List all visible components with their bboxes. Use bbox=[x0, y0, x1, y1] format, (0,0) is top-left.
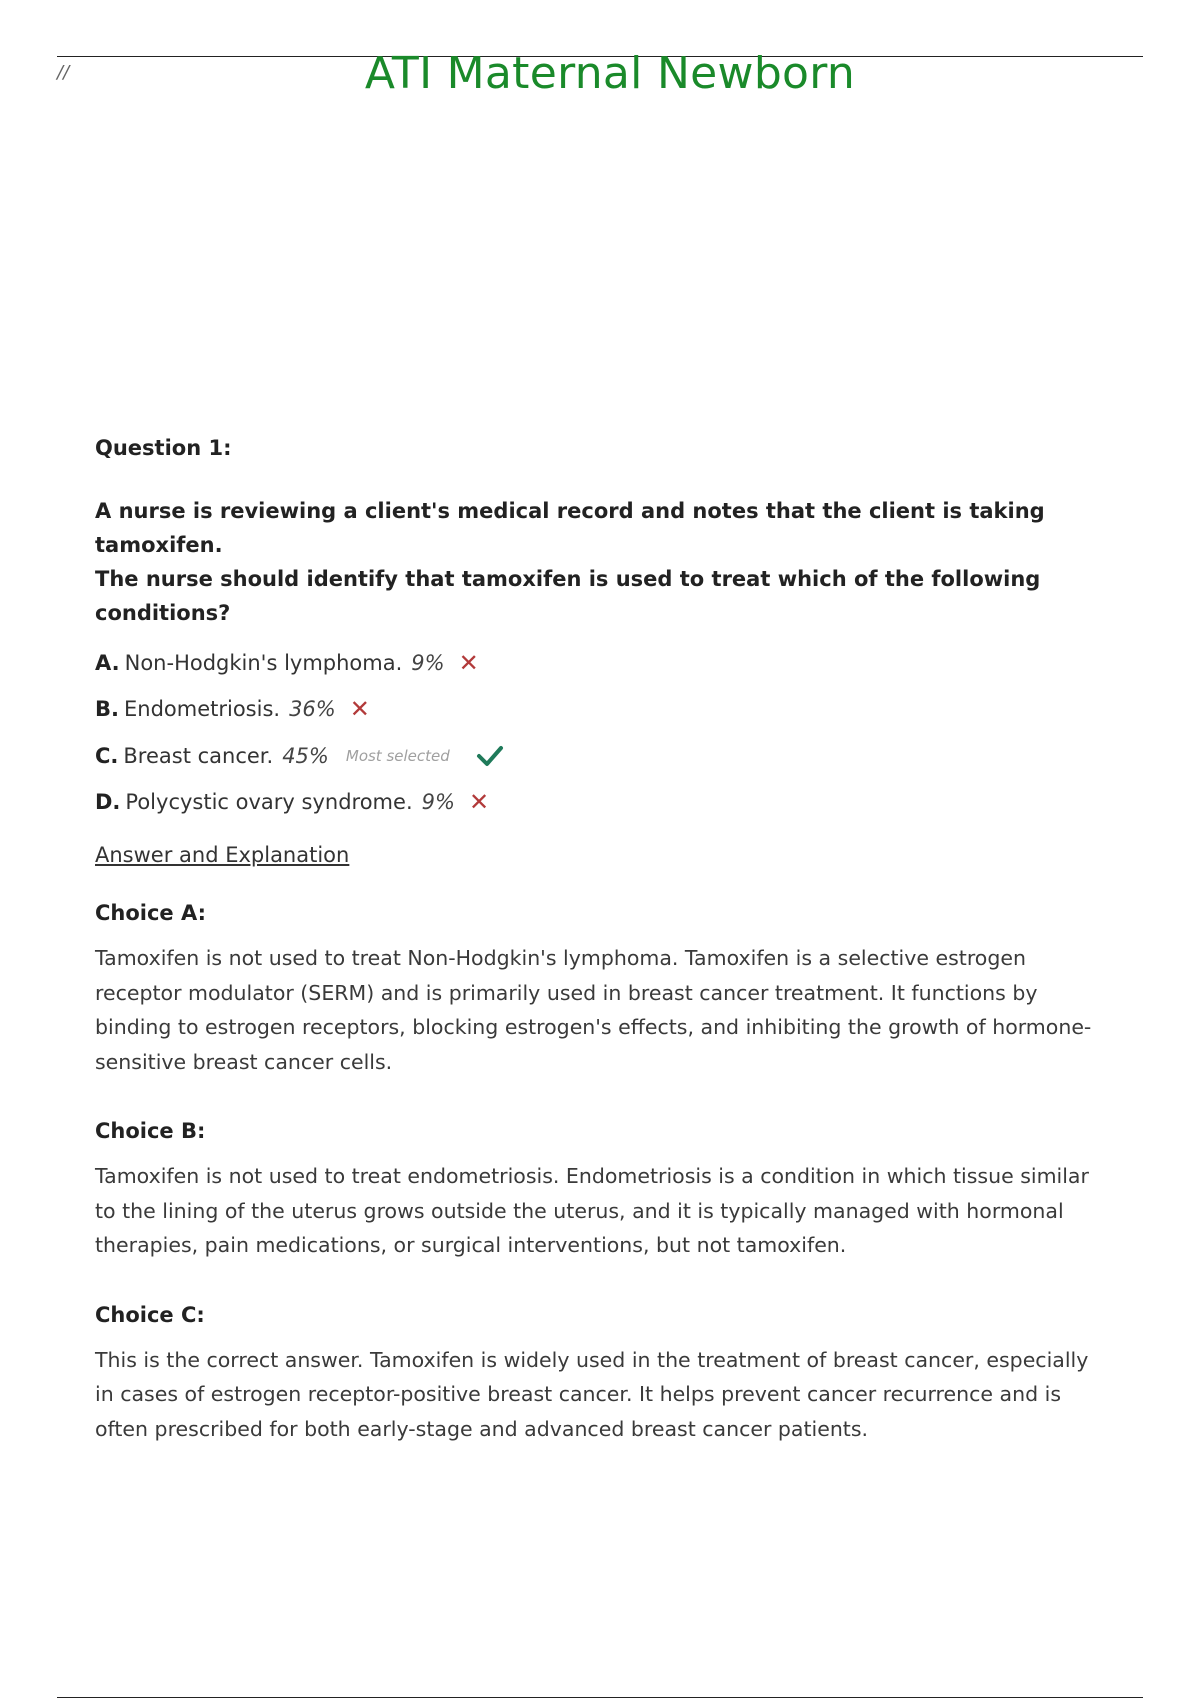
question-label: Question 1: bbox=[95, 436, 232, 460]
choice-body: This is the correct answer. Tamoxifen is widely used in the treatment of breast cancer, especially in cases of estrogen receptor-positive breast cancer. It helps prevent cancer recurrence and is often prescribed for both early-stage and advanced breast cancer patients. bbox=[95, 1347, 1089, 1441]
option-d[interactable] bbox=[95, 779, 1105, 825]
explanation-c bbox=[95, 1303, 1105, 1447]
option-letter: A. bbox=[95, 651, 120, 675]
choice-title: Choice A: bbox=[95, 901, 207, 925]
answer-explanation-link[interactable]: Answer and Explanation bbox=[95, 843, 350, 867]
question-content bbox=[95, 436, 1105, 1446]
choice-title: Choice B: bbox=[95, 1119, 206, 1143]
incorrect-x-icon: ✕ bbox=[349, 695, 370, 723]
option-letter: B. bbox=[95, 697, 119, 721]
option-percent: 9% bbox=[411, 651, 445, 675]
option-percent: 9% bbox=[421, 790, 455, 814]
option-a[interactable] bbox=[95, 640, 1105, 686]
option-letter: C. bbox=[95, 743, 119, 768]
option-percent: 45% bbox=[282, 743, 329, 768]
document-title: ATI Maternal Newborn bbox=[364, 48, 856, 99]
choice-body: Tamoxifen is not used to treat endometriosis. Endometriosis is a condition in which tissue similar to the lining of the uterus grows outside the uterus, and it is typically managed with hormonal therapies, pain medications, or surgical interventions, but not tamoxifen. bbox=[95, 1164, 1089, 1257]
explanation-a bbox=[95, 901, 1105, 1079]
header-mark: // bbox=[57, 62, 70, 83]
question-text-line-1: A nurse is reviewing a client's medical record and notes that the client is taking tamoxifen. bbox=[95, 499, 1045, 557]
choice-body: Tamoxifen is not used to treat Non-Hodgkin's lymphoma. Tamoxifen is a selective estrogen receptor modulator (SERM) and is primarily used in breast cancer treatment. It functions by binding to estrogen receptors, blocking estrogen's effects, and inhibiting the growth of hormone-sensitive breast cancer cells. bbox=[95, 946, 1092, 1074]
answer-options bbox=[95, 640, 1105, 825]
option-percent: 36% bbox=[289, 697, 336, 721]
choice-title: Choice C: bbox=[95, 1302, 205, 1327]
option-text: Non-Hodgkin's lymphoma. bbox=[124, 651, 403, 675]
option-letter: D. bbox=[95, 790, 121, 814]
option-b[interactable] bbox=[95, 686, 1105, 732]
most-selected-note: Most selected bbox=[345, 746, 450, 765]
correct-check-icon bbox=[476, 745, 504, 767]
explanation-b bbox=[95, 1119, 1105, 1263]
footer-rule bbox=[57, 1697, 1143, 1698]
incorrect-x-icon: ✕ bbox=[458, 649, 479, 677]
incorrect-x-icon: ✕ bbox=[468, 788, 490, 816]
question-text-line-2: The nurse should identify that tamoxifen is used to treat which of the following conditions? bbox=[95, 567, 1041, 625]
option-text: Polycystic ovary syndrome. bbox=[125, 790, 413, 814]
option-text: Endometriosis. bbox=[123, 697, 281, 721]
option-c[interactable] bbox=[95, 732, 1105, 779]
option-text: Breast cancer. bbox=[123, 743, 274, 768]
